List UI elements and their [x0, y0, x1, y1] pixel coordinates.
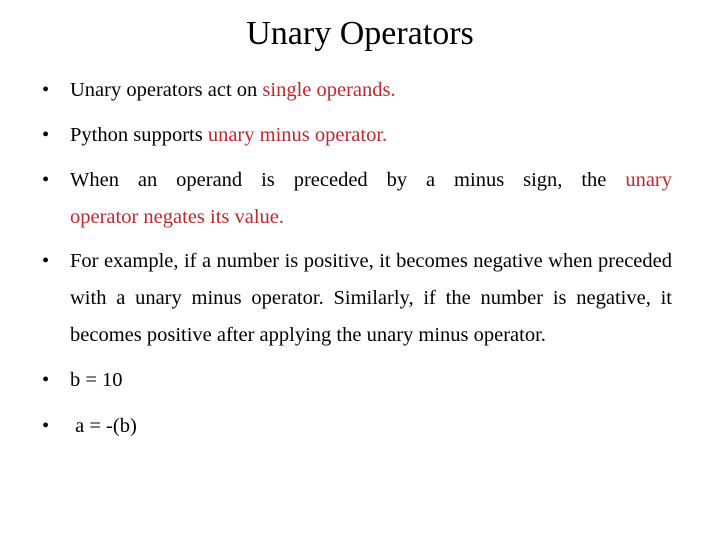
bullet-highlight: unary — [625, 169, 672, 191]
bullet-text: When an operand is preceded by a minus sign, the — [70, 169, 626, 191]
bullet-text: For example, if a number is positive, it becomes negative when preceded with a unary minus operator. Similarly, if the number is negative, it becomes positive after applying the unary minus operator. — [70, 250, 672, 346]
list-item — [40, 362, 672, 399]
bullet-highlight: unary minus operator. — [207, 124, 388, 146]
bullet-icon: • — [42, 415, 50, 437]
slide-title: Unary Operators — [246, 15, 474, 52]
list-item — [40, 162, 672, 236]
bullet-highlight-continued: operator negates its value. — [70, 206, 285, 228]
bullet-text: Python supports — [70, 124, 208, 146]
bullet-icon: • — [42, 369, 50, 391]
list-item — [40, 72, 672, 107]
bullet-icon: • — [42, 79, 50, 101]
code-line: a = -(b) — [70, 415, 137, 437]
bullet-icon: • — [42, 169, 50, 191]
bullet-list — [40, 72, 672, 445]
list-item — [40, 243, 672, 354]
bullet-icon: • — [42, 124, 50, 146]
bullet-highlight: single operands. — [262, 79, 396, 101]
list-item — [40, 117, 672, 152]
list-item — [40, 408, 672, 445]
bullet-text: Unary operators act on — [70, 79, 263, 101]
code-line: b = 10 — [70, 369, 123, 391]
bullet-line — [70, 162, 672, 199]
bullet-icon: • — [42, 250, 50, 272]
